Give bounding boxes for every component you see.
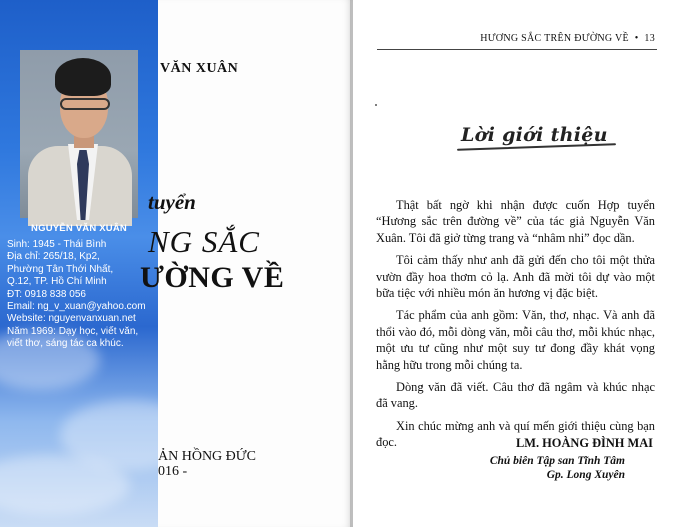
bio-line: Địa chỉ: 265/18, Kp2, [7, 251, 100, 263]
cover-publisher: ẢN HỒNG ĐỨC [158, 449, 256, 464]
running-head-title: HƯƠNG SẮC TRÊN ĐƯỜNG VỀ [480, 33, 629, 44]
running-head-separator: • [634, 33, 639, 44]
section-heading: Lời giới thiệu [461, 124, 608, 146]
bio-line: viết thơ, sáng tác ca khúc. [7, 338, 124, 350]
paragraph: Tôi cảm thấy như anh đã gửi đến cho tôi một thửa vườn đầy hoa thơm cỏ lạ. Anh đã mời tôi dự vào một bữa tiệc với nhiều món ăn hương vị đặc biệt. [376, 253, 655, 301]
bio-line: Website: nguyenvanxuan.net [7, 313, 136, 325]
intro-body [376, 197, 655, 457]
title-page [140, 0, 353, 527]
print-speck [375, 104, 377, 106]
author-name: NGUYỄN VĂN XUÂN [31, 223, 127, 234]
running-head [377, 33, 655, 44]
bio-line: Q.12, TP. Hồ Chí Minh [7, 276, 107, 288]
bio-line: Phường Tân Thới Nhất, [7, 263, 114, 275]
signature-role-line: Gp. Long Xuyên [546, 469, 625, 481]
paragraph: Thật bất ngờ khi nhận được cuốn Hợp tuyển “Hương sắc trên đường về” của tác giả Nguyễn Văn Xuân. Tôi đã giở từng trang và “nhâm nhi” đọc dần. [376, 198, 655, 245]
cover-collection-label: tuyển [148, 190, 196, 214]
author-flap [0, 0, 158, 527]
intro-page [353, 0, 700, 527]
bio-line: Năm 1969: Dạy học, viết văn, [7, 325, 139, 337]
cover-title-line1: NG SẮC [148, 224, 260, 259]
paragraph: Xin chúc mừng anh và quí mến giới thiệu cùng bạn đọc. [376, 418, 655, 450]
cover-year: 016 - [158, 464, 188, 479]
author-photo [20, 50, 138, 218]
cover-title-line2: ƯỜNG VỀ [140, 261, 285, 294]
signature-role-line: Chủ biên Tập san Tĩnh Tâm [489, 455, 625, 467]
cover-author: VĂN XUÂN [160, 61, 239, 76]
author-bio [7, 239, 157, 351]
bio-line: Sinh: 1945 - Thái Bình [7, 239, 107, 250]
signature-name: LM. HOÀNG ĐÌNH MAI [516, 436, 653, 450]
bio-line: ĐT: 0918 838 056 [7, 288, 86, 300]
bio-line: Email: ng_v_xuan@yahoo.com [7, 301, 146, 313]
paragraph: Dòng văn đã viết. Câu thơ đã ngâm và khúc nhạc đã vang. [376, 380, 655, 411]
page-number: 13 [644, 33, 655, 44]
header-rule [377, 49, 657, 50]
signature-role [453, 454, 625, 482]
paragraph: Tác phẩm của anh gồm: Văn, thơ, nhạc. Và anh đã thổi vào đó, mỗi dòng văn, mỗi câu thơ, mỗi khúc nhạc, một ưu tư cũng như một suy tư đong đầy khát vọng hằng hữu trong mỗi chúng ta. [376, 308, 655, 372]
